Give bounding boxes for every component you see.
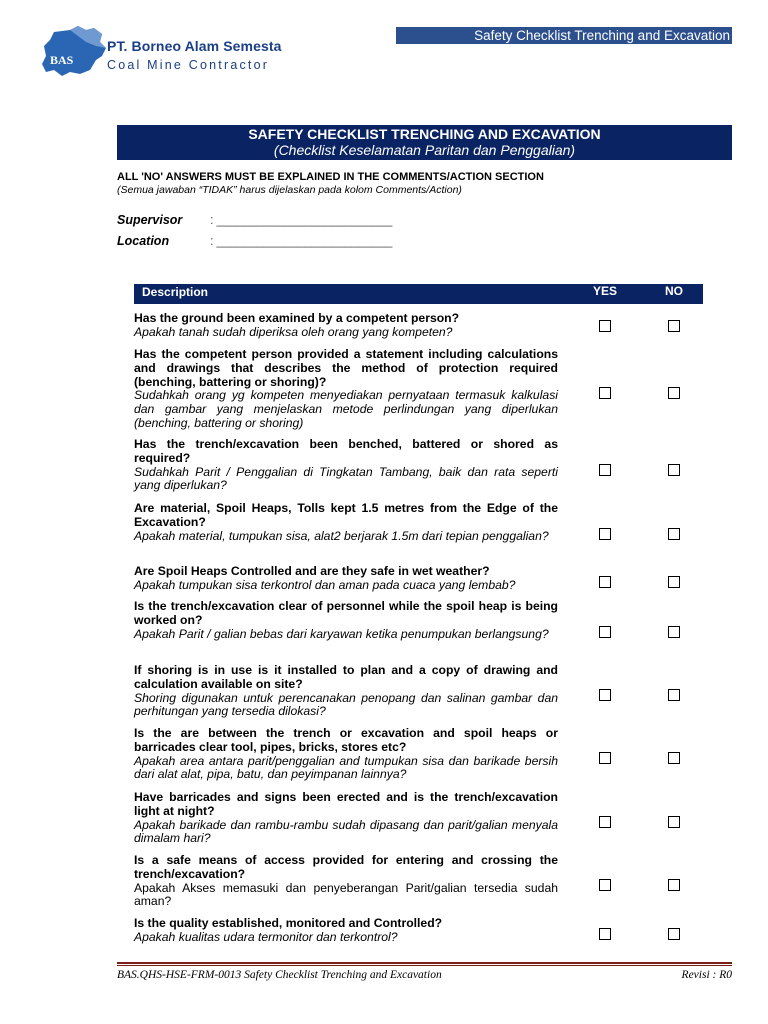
checklist-item: [134, 917, 558, 945]
yes-checkbox[interactable]: [599, 626, 611, 638]
yes-checkbox[interactable]: [599, 387, 611, 399]
checklist-item: [134, 727, 558, 782]
no-checkbox[interactable]: [668, 626, 680, 638]
question-english: Have barricades and signs been erected and is the trench/excavation light at night?: [134, 790, 558, 818]
checklist-item: [134, 600, 558, 641]
no-checkbox[interactable]: [668, 528, 680, 540]
no-checkbox[interactable]: [668, 320, 680, 332]
checklist-item: [134, 664, 558, 719]
question-indonesian: Apakah tanah sudah diperiksa oleh orang yang kompeten?: [134, 324, 453, 339]
column-header-yes: YES: [593, 284, 618, 298]
footer-revision: Revisi : R0: [681, 969, 732, 981]
document-title-box: [117, 125, 732, 160]
question-english: Are material, Spoil Heaps, Tolls kept 1.5 metres from the Edge of the Excavation?: [134, 501, 558, 529]
question-indonesian: Apakah Akses memasuki dan penyeberangan Parit/galian tersedia sudah aman?: [134, 880, 558, 909]
checklist-item: [134, 348, 558, 431]
checklist-item: [134, 791, 558, 846]
footer-document-code: BAS.QHS-HSE-FRM-0013 Safety Checklist Trenching and Excavation: [117, 969, 442, 981]
question-indonesian: Apakah material, tumpukan sisa, alat2 berjarak 1.5m dari tepian penggalian?: [134, 528, 549, 543]
footer-divider-thin: [117, 965, 732, 966]
question-english: Is the are between the trench or excavation and spoil heaps or barricades clear tool, pipes, bricks, stores etc?: [134, 726, 558, 754]
question-indonesian: Apakah kualitas udara termonitor dan terkontrol?: [134, 929, 398, 944]
no-checkbox[interactable]: [668, 928, 680, 940]
question-indonesian: Sudahkah orang yg kompeten menyediakan pernyataan termasuk kalkulasi dan gambar yang menjelaskan metode perlindungan yang diperlukan (benching, battering or shoring): [134, 388, 558, 430]
checklist-item: [134, 438, 558, 493]
no-checkbox[interactable]: [668, 387, 680, 399]
question-indonesian: Sudahkah Parit / Penggalian di Tingkatan Tambang, baik dan rata seperti yang diperlukan?: [134, 464, 558, 493]
logo-text: BAS: [50, 53, 74, 67]
location-input[interactable]: : __________________________: [210, 234, 393, 248]
supervisor-label: Supervisor: [117, 213, 183, 227]
company-logo: [40, 26, 110, 80]
yes-checkbox[interactable]: [599, 879, 611, 891]
question-english: Is the trench/excavation clear of personnel while the spoil heap is being worked on?: [134, 599, 558, 627]
document-title: SAFETY CHECKLIST TRENCHING AND EXCAVATION: [248, 126, 601, 142]
no-checkbox[interactable]: [668, 879, 680, 891]
no-checkbox[interactable]: [668, 816, 680, 828]
checklist-item: [134, 312, 558, 340]
question-english: Is the quality established, monitored and Controlled?: [134, 916, 443, 930]
footer-divider: [117, 962, 732, 964]
question-indonesian: Shoring digunakan untuk perencanakan penopang dan salinan gambar dan perhitungan yang tersedia dilokasi?: [134, 690, 558, 719]
question-english: Is a safe means of access provided for entering and crossing the trench/excavation?: [134, 853, 558, 881]
yes-checkbox[interactable]: [599, 689, 611, 701]
supervisor-field: [117, 213, 392, 227]
company-tagline: Coal Mine Contractor: [107, 58, 270, 72]
question-indonesian: Apakah Parit / galian bebas dari karyawan ketika penumpukan berlangsung?: [134, 626, 549, 641]
location-field: [117, 234, 392, 248]
no-checkbox[interactable]: [668, 464, 680, 476]
no-checkbox[interactable]: [668, 752, 680, 764]
checklist-item: [134, 502, 558, 543]
yes-checkbox[interactable]: [599, 528, 611, 540]
question-english: Has the trench/excavation been benched, battered or shored as required?: [134, 437, 558, 465]
question-english: Are Spoil Heaps Controlled and are they safe in wet weather?: [134, 564, 490, 578]
question-indonesian: Apakah tumpukan sisa terkontrol dan aman pada cuaca yang lembab?: [134, 577, 516, 592]
yes-checkbox[interactable]: [599, 816, 611, 828]
yes-checkbox[interactable]: [599, 928, 611, 940]
question-indonesian: Apakah barikade dan rambu-rambu sudah dipasang dan parit/galian menyala dimalam hari?: [134, 817, 558, 846]
column-header-no: NO: [665, 284, 683, 298]
question-indonesian: Apakah area antara parit/penggalian and tumpukan sisa dan barikade bersih dari alat alat, pipa, batu, dan peyimpanan lainnya?: [134, 753, 558, 782]
question-english: Has the ground been examined by a competent person?: [134, 311, 460, 325]
checklist-item: [134, 565, 558, 593]
checklist-item: [134, 854, 558, 909]
location-label: Location: [117, 234, 170, 248]
yes-checkbox[interactable]: [599, 464, 611, 476]
question-english: If shoring is in use is it installed to plan and a copy of drawing and calculation available on site?: [134, 663, 558, 691]
no-checkbox[interactable]: [668, 689, 680, 701]
company-name: PT. Borneo Alam Semesta: [107, 38, 282, 54]
document-subtitle: (Checklist Keselamatan Paritan dan Penggalian): [273, 142, 576, 158]
yes-checkbox[interactable]: [599, 752, 611, 764]
header-banner: Safety Checklist Trenching and Excavation: [396, 27, 732, 44]
supervisor-input[interactable]: : __________________________: [210, 213, 393, 227]
instruction-translation: (Semua jawaban “TIDAK” harus dijelaskan pada kolom Comments/Action): [117, 184, 462, 196]
yes-checkbox[interactable]: [599, 320, 611, 332]
question-english: Has the competent person provided a statement including calculations and drawings that describes the method of protection required (benching, battering or shoring)?: [134, 347, 558, 389]
no-checkbox[interactable]: [668, 576, 680, 588]
yes-checkbox[interactable]: [599, 576, 611, 588]
instruction-text: ALL 'NO' ANSWERS MUST BE EXPLAINED IN THE COMMENTS/ACTION SECTION: [117, 171, 544, 183]
instruction-notice: [117, 171, 737, 197]
column-header-description: Description: [142, 285, 209, 299]
checklist-table-header: [134, 284, 703, 304]
